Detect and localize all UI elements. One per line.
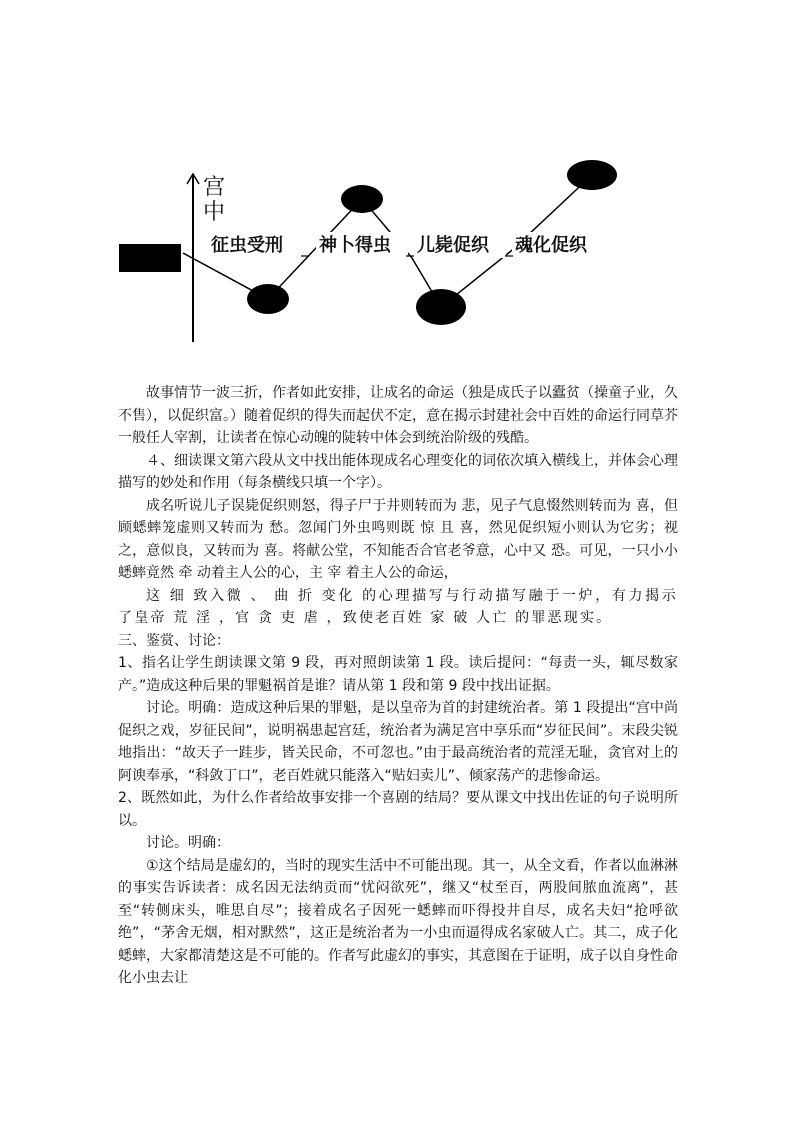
stage-label-3: 儿毙促织 — [417, 235, 489, 256]
answer-2-point-1: ①这个结局是虚幻的，当时的现实生活中不可能出现。其一，从全文看，作者以血淋淋的事实告诉读者：成名因无法纳贡而“忧闷欲死”，继又“杖至百，两股间脓血流离”，甚至“转侧床头，唯思自尽”；接着成名子因死一蟋蟀而吓得投井自尽，成名夫妇“抢呼欲绝”，“茅舍无烟，相对默然”，这正是统治者为一小虫而逼得成名家破人亡。其二，成子化蟋蟀，大家都清楚这是不可能的。作者写此虚幻的事实，其意图在于证明，成子以自身性命化小虫去让 — [118, 857, 678, 986]
question-1: 1、指名让学生朗读课文第 9 段，再对照朗读第 1 段。读后提问：“每责一头，辄尽数家产。”造成这种后果的罪魁祸首是谁？请从第 1 段和第 9 段中找出证据。 — [118, 655, 678, 694]
answer-2-heading: 讨论。明确： — [146, 835, 230, 851]
lesson-text — [118, 382, 678, 990]
left-dark-block — [119, 244, 181, 272]
stage-label-2: 神卜得虫 — [319, 235, 391, 256]
axis-label-char-2: 中 — [203, 200, 226, 225]
plot-fluctuation-diagram — [0, 0, 794, 370]
paragraph-psychology: 成名听说儿子误毙促织则怒，得子尸于井则转而为 悲，见子气息惙然则转而为 喜，但顾蟋蟀笼虚则又转而为 愁。忽闻门外虫鸣则既 惊 且 喜，然见促织短小则认为它劣；视之，意似良，又转而为 喜。将献公堂，不知能否合官老爷意，心中又 恐。可见，一只小小蟋蟀竟然 牵 动着主人公的心，主 宰 着主人公的命运， — [118, 497, 678, 581]
axis-label-char-1: 宫 — [203, 175, 226, 200]
question-2: 2、既然如此，为什么作者给故事安排一个喜剧的结局？要从课文中找出佐证的句子说明所以。 — [118, 790, 678, 829]
answer-1: 讨论。明确：造成这种后果的罪魁，是以皇帝为首的封建统治者。第 1 段提出“宫中尚促织之戏，岁征民间”，说明祸患起宫廷，统治者为满足宫中享乐而“岁征民间”。末段尖锐地指出：“故天子一跬步，皆关民命，不可忽也。”由于最高统治者的荒淫无耻，贪官对上的阿谀奉承，“科敛丁口”，老百姓就只能落入“贴妇卖儿”、倾家荡产的悲惨命运。 — [118, 700, 678, 784]
stage-label-4: 魂化促织 — [515, 235, 587, 256]
paragraph-plot-summary: 故事情节一波三折，作者如此安排，让成名的命运（独是成氏子以蠹贫（操童子业，久不售），以促织富。）随着促织的得失而起伏不定，意在揭示封建社会中百姓的命运行同草芥一般任人宰割，让读者在惊心动魄的陡转中体会到统治阶级的残酷。 — [118, 385, 678, 446]
paragraph-reality: 这 细 致入微 、 曲 折 变化 的心理描写与行动描写融于一炉，有力揭示了皇帝 荒 淫 ，官 贪 吏 虐 ，致使老百姓 家 破 人亡 的罪恶现实。 — [118, 587, 678, 626]
trough-node-1 — [247, 284, 289, 314]
paragraph-task-4: ４、细读课文第六段从文中找出能体现成名心理变化的词依次填入横线上，并体会心理描写的妙处和作用（每条横线只填一个字）。 — [118, 452, 678, 491]
peak-node-1 — [341, 185, 383, 213]
trough-node-2 — [416, 289, 466, 325]
stage-label-1: 征虫受刑 — [211, 235, 283, 256]
section-heading-3: 三、鉴赏、讨论： — [118, 632, 230, 649]
peak-node-2 — [567, 160, 617, 190]
